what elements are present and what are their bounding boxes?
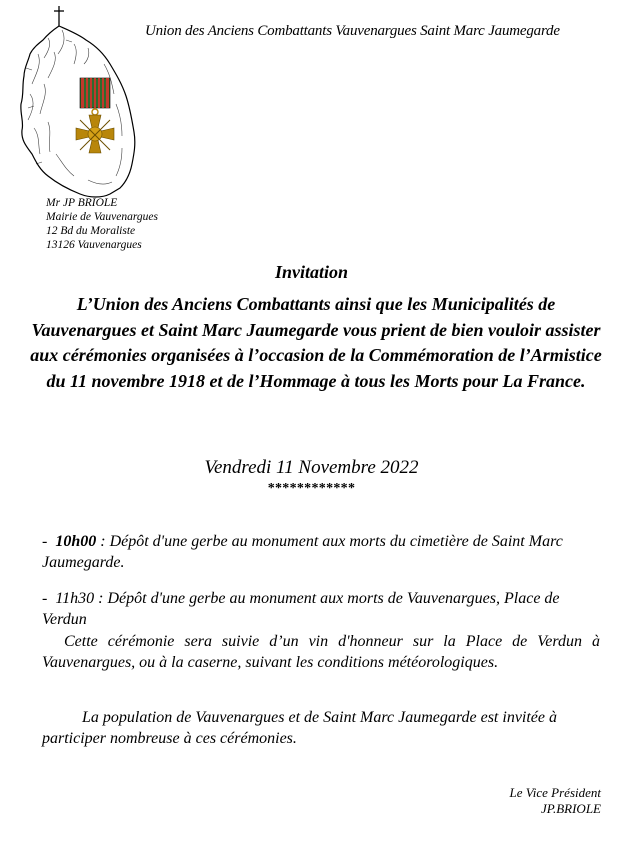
population-paragraph: La population de Vauvenargues et de Saint Marc Jaumegarde est invitée à participer nombreuse à ces cérémonies. [42, 709, 558, 747]
item-2-text: : Dépôt d'une gerbe au monument aux morts de Vauvenargues, Place de Verdun [42, 590, 560, 628]
address-line-3: 13126 Vauvenargues [46, 239, 142, 251]
address-line-1: Mairie de Vauvenargues [46, 211, 158, 223]
item-2-dash: - [42, 590, 48, 607]
item-1-text: : Dépôt d'une gerbe au monument aux morts du cimetière de Saint Marc Jaumegarde. [42, 533, 563, 571]
medal-ring-icon [92, 109, 98, 115]
item-1-dash: - [42, 533, 48, 550]
program-item-1 [42, 532, 600, 573]
mountain-cross-medal-logo [18, 4, 140, 200]
signature-name: JP.BRIOLE [540, 801, 601, 816]
item-1-time: 10h00 [55, 533, 97, 550]
sender-address [46, 196, 158, 252]
address-line-2: 12 Bd du Moraliste [46, 225, 136, 237]
organization-title: Union des Anciens Combattants Vauvenargues Saint Marc Jaumegarde [145, 23, 560, 39]
event-date: Vendredi 11 Novembre 2022 [204, 457, 419, 478]
date-separator: ************ [267, 481, 356, 496]
signature-role: Le Vice Président [509, 785, 601, 800]
medal-ribbon-icon [80, 78, 110, 108]
croix-de-guerre-icon [76, 115, 114, 153]
program-item-2 [42, 589, 600, 630]
item-2-time: 11h30 [55, 590, 95, 607]
summit-cross-icon [54, 6, 64, 26]
sender-name: Mr JP BRIOLE [46, 197, 118, 209]
invitation-title: Invitation [274, 262, 349, 282]
invitation-intro: L’Union des Anciens Combattants ainsi que les Municipalités de Vauvenargues et Saint Marc Jaumegarde vous prient de bien vouloir assister aux cérémonies organisées à l’occasion de la Commémoration de l’Armistice du 11 novembre 1918 et de l’Hommage à tous les Morts pour La France. [30, 294, 602, 391]
signature-block [510, 785, 601, 817]
followup-paragraph: Cette cérémonie sera suivie d’un vin d'honneur sur la Place de Verdun à Vauvenargues, ou à la caserne, suivant les conditions météorologiques. [42, 633, 600, 671]
